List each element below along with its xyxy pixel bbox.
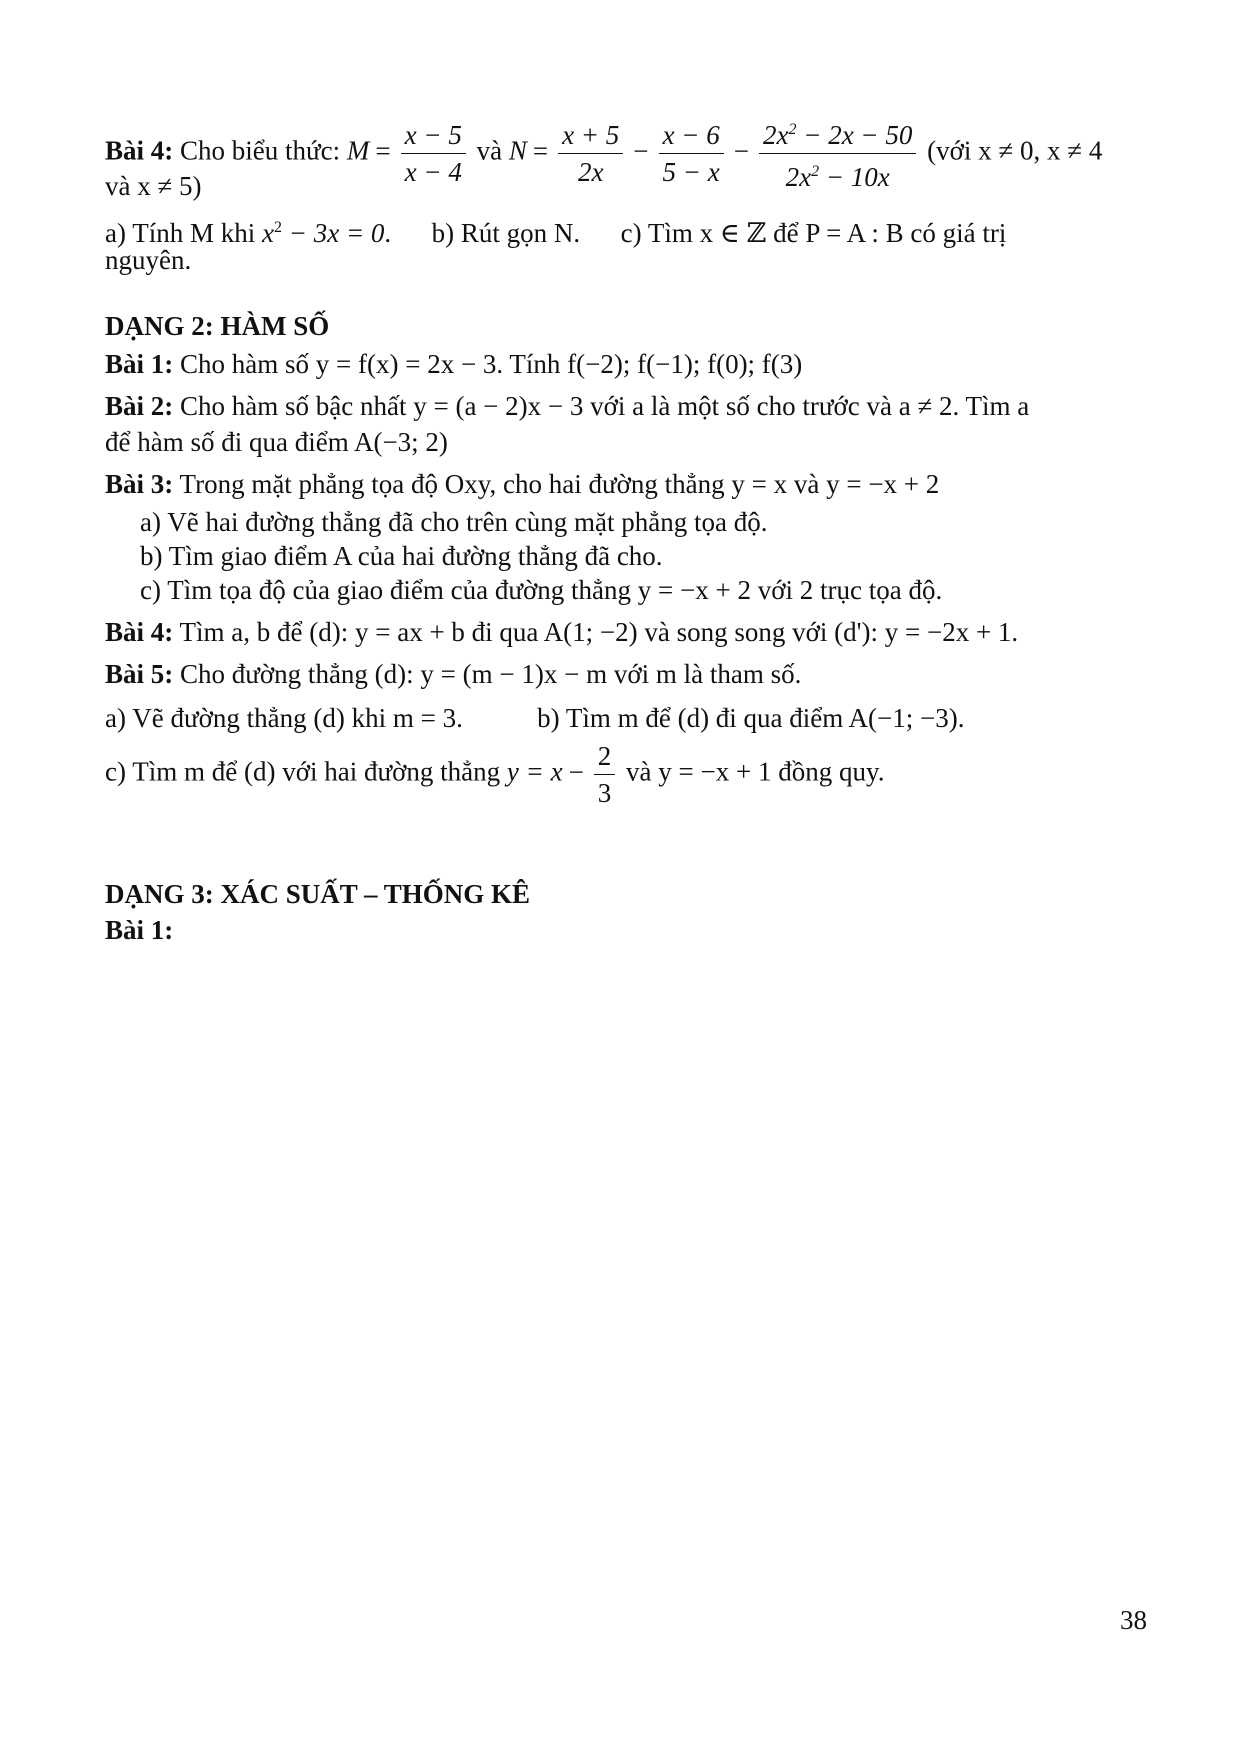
d2-bai5: Bài 5: Cho đường thẳng (d): y = (m − 1)x − m với m là tham số. xyxy=(105,659,802,689)
bai4-line1: Bài 4: Cho biểu thức: M = $\frac{x - 5}{x - 4}$ và N = $\frac{x + 5}{2x}$ − $\frac{x - 6}{5 - x}$ − $\frac{2x^2 - 2x - 50}{2x^2 - 10x}$ (với x ≠ 0, x ≠ 4 xyxy=(105,112,1102,195)
d2-bai5-ab: a) Vẽ đường thẳng (d) khi m = 3. b) Tìm m để (d) đi qua điểm A(−1; −3). xyxy=(105,703,965,733)
d2-bai3-c: c) Tìm tọa độ của giao điểm của đường thẳng y = −x + 2 với 2 trục tọa độ. xyxy=(140,575,943,605)
d2-bai1: Bài 1: Cho hàm số y = f(x) = 2x − 3. Tính f(−2); f(−1); f(0); f(3) xyxy=(105,349,803,379)
section-heading-dang3: DẠNG 3: XÁC SUẤT – THỐNG KÊ xyxy=(105,879,531,909)
d2-bai5-c: c) Tìm m để (d) với hai đường thẳng y = x − $\frac{2}{3}$ và y = −x + 1 đồng quy. xyxy=(105,738,884,811)
d2-bai2-line2: để hàm số đi qua điểm A(−3; 2) xyxy=(105,427,448,457)
fraction-two-thirds: $\frac{2}{3}$ xyxy=(594,738,616,811)
fraction-N2: $\frac{x - 6}{5 - x}$ xyxy=(659,117,724,190)
bai4-line4: nguyên. xyxy=(105,245,192,275)
d2-bai4: Bài 4: Tìm a, b để (d): y = ax + b đi qua A(1; −2) và song song với (d'): y = −2x + 1. xyxy=(105,617,1019,647)
section-heading-dang2: DẠNG 2: HÀM SỐ xyxy=(105,311,330,341)
bai4-line2: và x ≠ 5) xyxy=(105,171,202,201)
page-number: 38 xyxy=(1120,1605,1147,1635)
d2-bai3: Bài 3: Trong mặt phẳng tọa độ Oxy, cho hai đường thẳng y = x và y = −x + 2 xyxy=(105,469,940,499)
d3-bai1: Bài 1: xyxy=(105,915,174,945)
fraction-M: $\frac{x - 5}{x - 4}$ xyxy=(401,117,466,190)
fraction-N1: $\frac{x + 5}{2x}$ xyxy=(558,117,623,190)
d2-bai3-a: a) Vẽ hai đường thẳng đã cho trên cùng mặt phẳng tọa độ. xyxy=(140,507,768,537)
d2-bai2-line1: Bài 2: Cho hàm số bậc nhất y = (a − 2)x − 3 với a là một số cho trước và a ≠ 2. Tìm a xyxy=(105,391,1030,421)
d2-bai3-b: b) Tìm giao điểm A của hai đường thẳng đã cho. xyxy=(140,541,663,571)
fraction-N3: $\frac{2x^2 - 2x - 50}{2x^2 - 10x}$ xyxy=(759,112,916,195)
bai4-line3: a) Tính M khi $x^2 - 3x = 0$. b) Rút gọn N. c) Tìm x ∈ ℤ để P = A : B có giá trị xyxy=(105,218,1007,248)
